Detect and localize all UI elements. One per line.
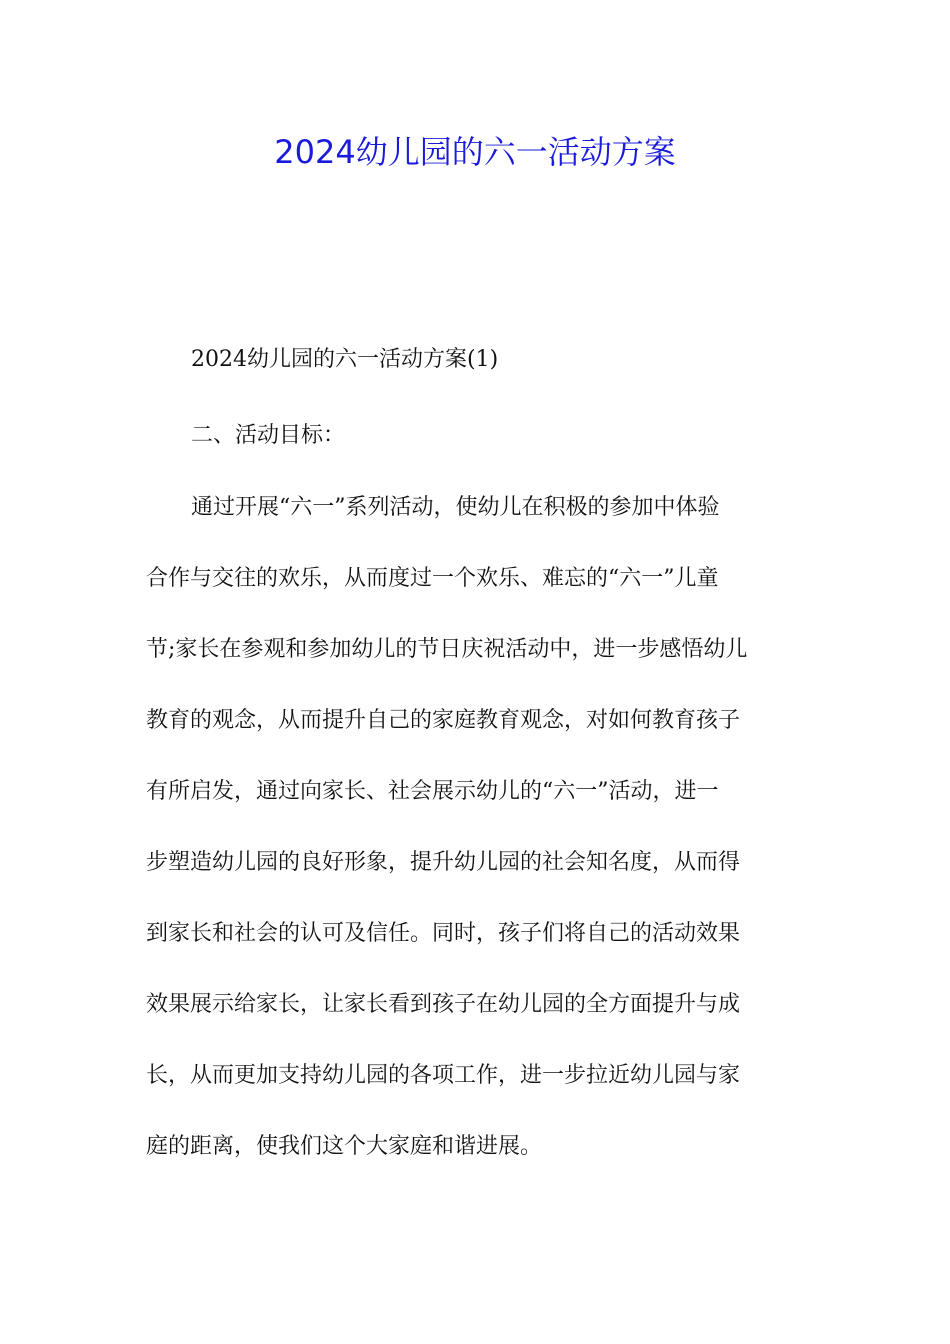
paragraph-line: 庭的距离，使我们这个大家庭和谐进展。 — [146, 1134, 543, 1159]
paragraph-line: 合作与交往的欢乐，从而度过一个欢乐、难忘的“六一”儿童 — [146, 566, 719, 591]
paragraph-line: 到家长和社会的认可及信任。同时，孩子们将自己的活动效果 — [146, 921, 741, 946]
paragraph-line: 效果展示给家长，让家长看到孩子在幼儿园的全方面提升与成 — [146, 992, 741, 1017]
paragraph-line: 有所启发，通过向家长、社会展示幼儿的“六一”活动，进一 — [146, 779, 719, 804]
body-paragraph — [146, 488, 816, 1198]
document-subtitle: 2024幼儿园的六一活动方案(1) — [191, 347, 499, 372]
paragraph-line: 教育的观念，从而提升自己的家庭教育观念，对如何教育孩子 — [146, 708, 741, 733]
paragraph-line: 长，从而更加支持幼儿园的各项工作，进一步拉近幼儿园与家 — [146, 1063, 741, 1088]
paragraph-line: 通过开展“六一”系列活动，使幼儿在积极的参加中体验 — [191, 495, 720, 520]
page-title: 2024幼儿园的六一活动方案 — [274, 133, 676, 171]
section-heading: 二、活动目标： — [191, 423, 346, 448]
paragraph-line: 节;家长在参观和参加幼儿的节日庆祝活动中，进一步感悟幼儿 — [146, 637, 748, 662]
paragraph-line: 步塑造幼儿园的良好形象，提升幼儿园的社会知名度，从而得 — [146, 850, 741, 875]
